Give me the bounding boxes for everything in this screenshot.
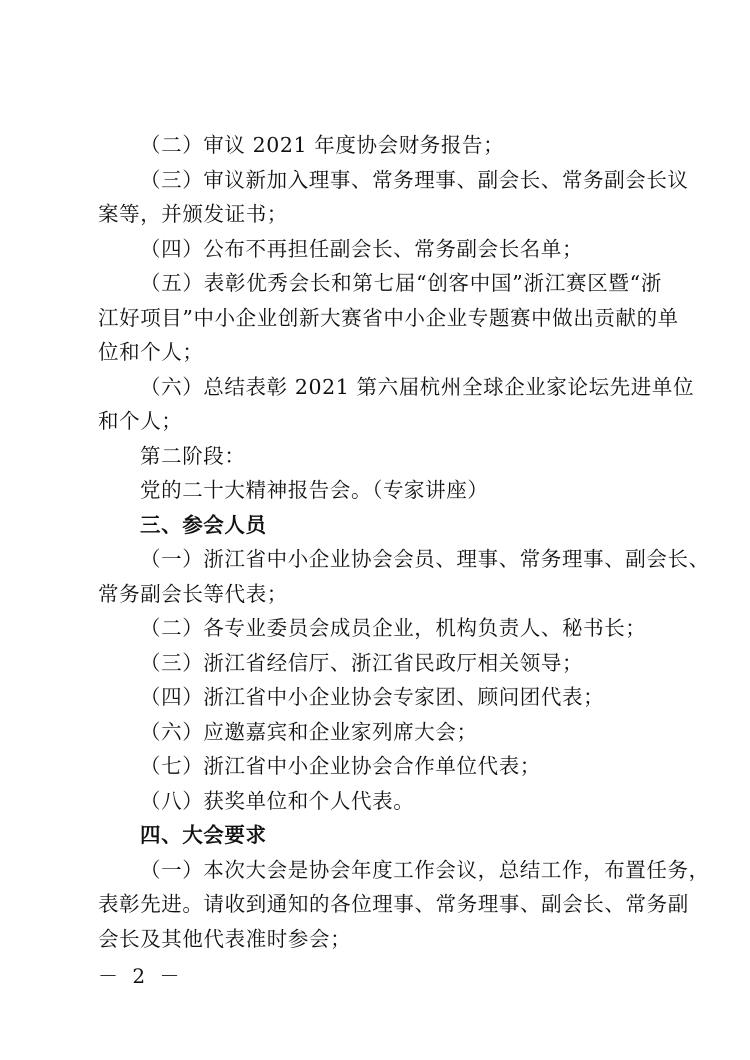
text-line: （四）浙江省中小企业协会专家团、顾问团代表；	[140, 685, 605, 709]
text-line: （六）总结表彰 2021 第六届杭州全球企业家论坛先进单位	[140, 374, 695, 399]
text-line: 位和个人；	[98, 340, 204, 364]
text-line: 会长及其他代表准时参会；	[98, 926, 352, 951]
text-line: 和个人；	[98, 409, 183, 433]
text-line: （一）本次大会是协会年度工作会议，总结工作，布置任务，	[140, 857, 710, 882]
text-line: 党的二十大精神报告会。（专家讲座）	[140, 478, 489, 502]
text-line: 常务副会长等代表；	[98, 581, 288, 606]
text-line: （四）公布不再担任副会长、常务副会长名单；	[140, 236, 584, 261]
text-line: 江好项目”中小企业创新大赛省中小企业专题赛中做出贡献的单	[98, 305, 679, 330]
text-line: （八）获奖单位和个人代表。	[140, 788, 415, 813]
document-body	[98, 128, 710, 956]
text-line: （三）审议新加入理事、常务理事、副会长、常务副会长议	[140, 167, 689, 192]
section-heading: 四、大会要求	[140, 823, 267, 847]
text-line: （七）浙江省中小企业协会合作单位代表；	[140, 754, 541, 778]
text-line: 案等，并颁发证书；	[98, 202, 288, 226]
text-line: 表彰先进。请收到通知的各位理事、常务理事、副会长、常务副	[98, 892, 689, 916]
text-line: （六）应邀嘉宾和企业家列席大会；	[140, 719, 478, 744]
section-heading: 三、参会人员	[140, 512, 267, 537]
text-line: （五）表彰优秀会长和第七届“创客中国”浙江赛区暨“浙	[140, 271, 662, 295]
text-line: 第二阶段：	[140, 443, 246, 468]
text-line: （三）浙江省经信厅、浙江省民政厅相关领导；	[140, 650, 584, 675]
text-line: （二）各专业委员会成员企业，机构负责人、秘书长；	[140, 616, 647, 640]
text-line: （二）审议 2021 年度协会财务报告；	[140, 133, 505, 157]
page-number: － 2 －	[98, 964, 184, 988]
text-line: （一）浙江省中小企业协会会员、理事、常务理事、副会长、	[140, 547, 710, 571]
